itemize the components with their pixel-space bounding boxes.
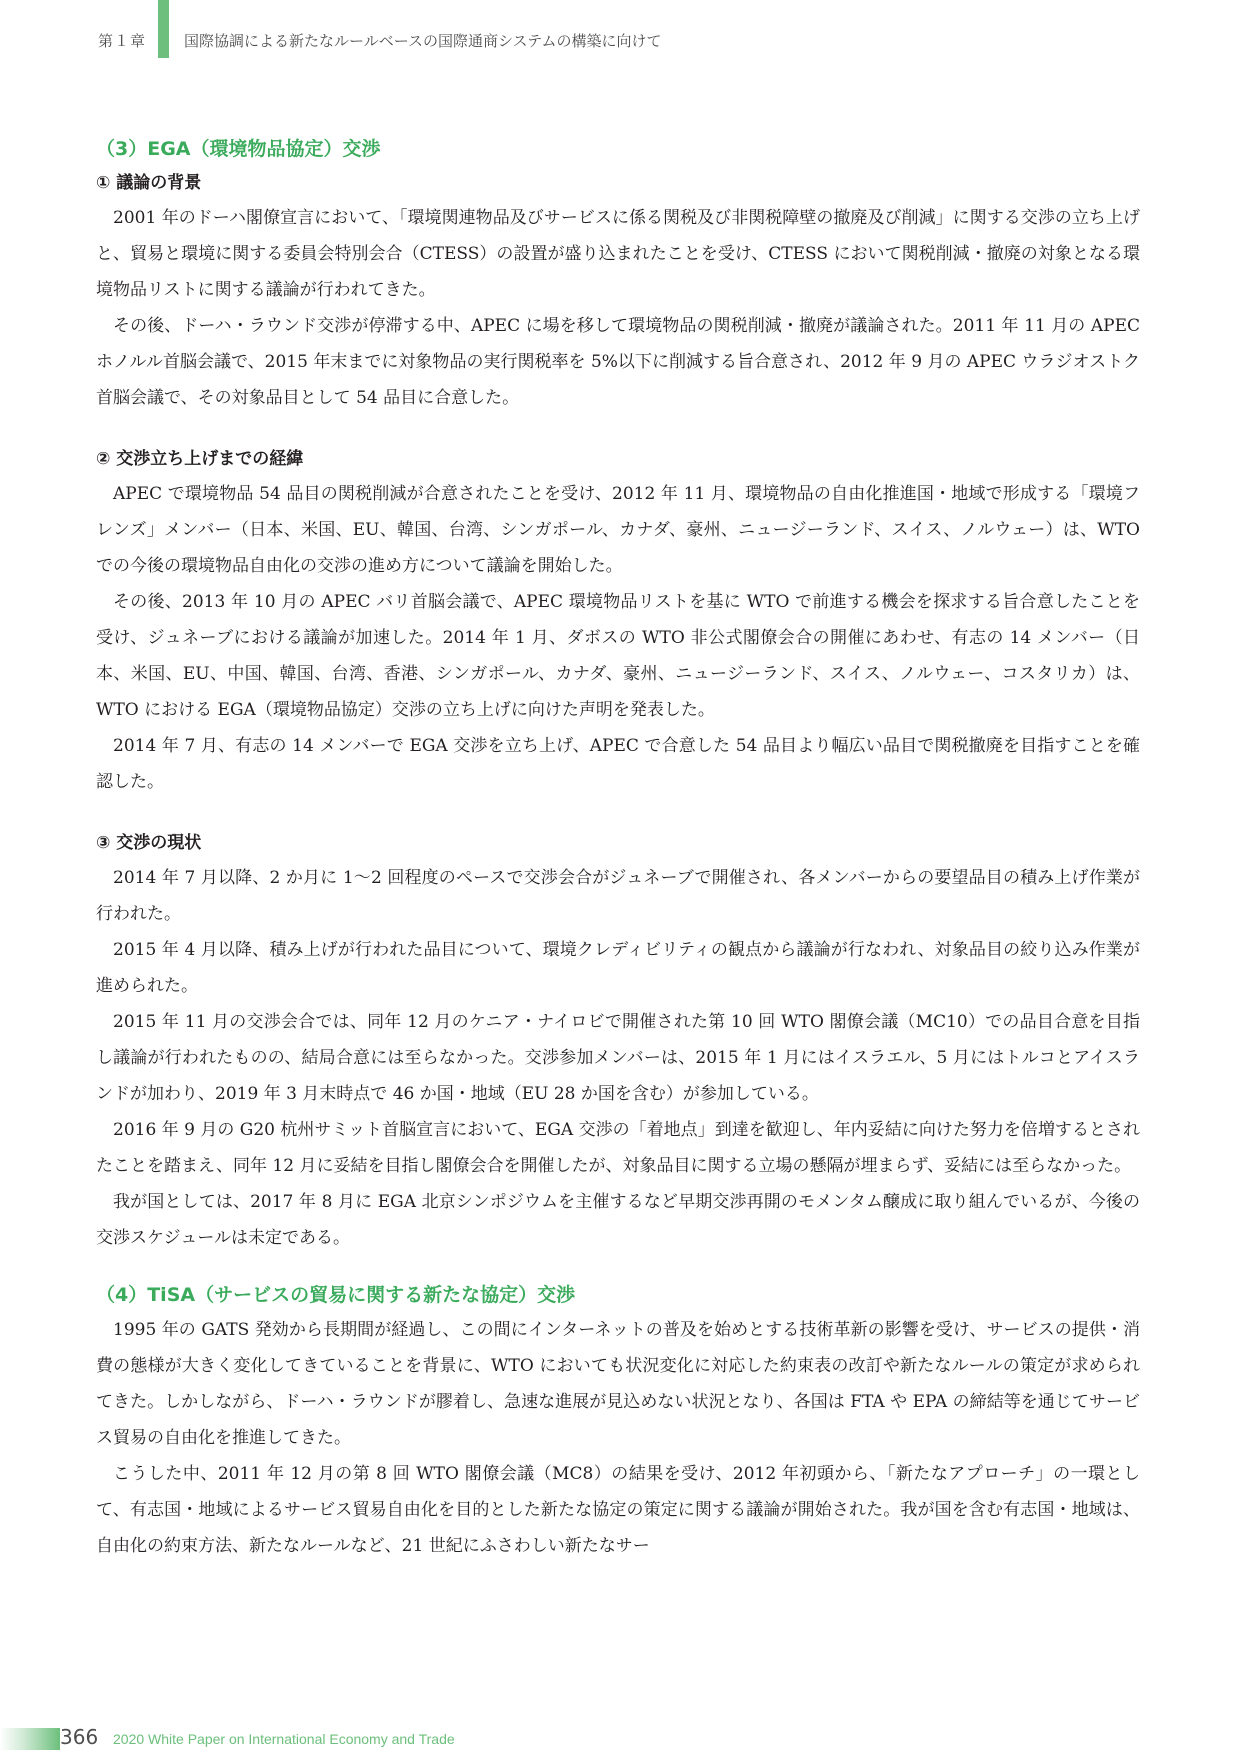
publication-title: 2020 White Paper on International Economy and Trade bbox=[113, 1731, 455, 1747]
paragraph: 2014 年 7 月以降、2 か月に 1～2 回程度のペースで交渉会合がジュネーブで開催され、各メンバーからの要望品目の積み上げ作業が行われた。 bbox=[96, 868, 1140, 924]
paragraph: 我が国としては、2017 年 8 月に EGA 北京シンポジウムを主催するなど早期交渉再開のモメンタム醸成に取り組んでいるが、今後の交渉スケジュールは未定である。 bbox=[96, 1192, 1140, 1248]
paragraph: その後、2013 年 10 月の APEC バリ首脳会議で、APEC 環境物品リストを基に WTO で前進する機会を探求する旨合意したことを受け、ジュネーブにおける議論が加速した。2014 年 1 月、ダボスの WTO 非公式閣僚会合の開催にあわせ、有志の 14 メンバー（日本、米国、EU、中国、韓国、台湾、香港、シンガポール、カナダ、豪州、ニュージーランド、スイス、ノルウェー、コスタリカ）は、WTO における EGA（環境物品協定）交渉の立ち上げに向けた声明を発表した。 bbox=[96, 592, 1140, 720]
chapter-label: 第１章 bbox=[98, 32, 147, 50]
section-heading-tisa: （4）TiSA（サービスの貿易に関する新たな協定）交渉 bbox=[96, 1284, 576, 1306]
chapter-title: 国際協調による新たなルールベースの国際通商システムの構築に向けて bbox=[184, 32, 662, 50]
subsection-heading-current-status: ③ 交渉の現状 bbox=[96, 833, 202, 853]
page-header bbox=[0, 0, 1241, 60]
paragraph: 1995 年の GATS 発効から長期間が経過し、この間にインターネットの普及を始めとする技術革新の影響を受け、サービスの提供・消費の態様が大きく変化してきていることを背景に、WTO においても状況変化に対応した約束表の改訂や新たなルールの策定が求められてきた。しかしながら、ドーハ・ラウンドが膠着し、急速な進展が見込めない状況となり、各国は FTA や EPA の締結等を通じてサービス貿易の自由化を推進してきた。 bbox=[96, 1320, 1140, 1448]
main-content bbox=[96, 132, 1140, 1564]
paragraph: 2014 年 7 月、有志の 14 メンバーで EGA 交渉を立ち上げ、APEC で合意した 54 品目より幅広い品目で関税撤廃を目指すことを確認した。 bbox=[96, 736, 1140, 792]
subsection-heading-background: ① 議論の背景 bbox=[96, 173, 202, 193]
page-number: 366 bbox=[60, 1725, 99, 1749]
section-heading-ega: （3）EGA（環境物品協定）交渉 bbox=[96, 138, 381, 160]
paragraph: 2015 年 4 月以降、積み上げが行われた品目について、環境クレディビリティの観点から議論が行なわれ、対象品目の絞り込み作業が進められた。 bbox=[96, 940, 1140, 996]
chapter-accent-bar bbox=[158, 0, 169, 58]
subsection-heading-launch-history: ② 交渉立ち上げまでの経緯 bbox=[96, 449, 304, 469]
page-footer bbox=[0, 1716, 1241, 1754]
paragraph: その後、ドーハ・ラウンド交渉が停滞する中、APEC に場を移して環境物品の関税削減・撤廃が議論された。2011 年 11 月の APEC ホノルル首脳会議で、2015 年末までに対象物品の実行関税率を 5%以下に削減する旨合意され、2012 年 9 月の APEC ウラジオストク首脳会議で、その対象品目として 54 品目に合意した。 bbox=[96, 316, 1140, 408]
paragraph: 2016 年 9 月の G20 杭州サミット首脳宣言において、EGA 交渉の「着地点」到達を歓迎し、年内妥結に向けた努力を倍増するとされたことを踏まえ、同年 12 月に妥結を目指し閣僚会合を開催したが、対象品目に関する立場の懸隔が埋まらず、妥結には至らなかった。 bbox=[96, 1120, 1140, 1176]
paragraph: 2015 年 11 月の交渉会合では、同年 12 月のケニア・ナイロビで開催された第 10 回 WTO 閣僚会議（MC10）での品目合意を目指し議論が行われたものの、結局合意には至らなかった。交渉参加メンバーは、2015 年 1 月にはイスラエル、5 月にはトルコとアイスランドが加わり、2019 年 3 月末時点で 46 か国・地域（EU 28 か国を含む）が参加している。 bbox=[96, 1012, 1140, 1104]
footer-accent-band bbox=[0, 1728, 60, 1750]
paragraph: APEC で環境物品 54 品目の関税削減が合意されたことを受け、2012 年 11 月、環境物品の自由化推進国・地域で形成する「環境フレンズ」メンバー（日本、米国、EU、韓国、台湾、シンガポール、カナダ、豪州、ニュージーランド、スイス、ノルウェー）は、WTO での今後の環境物品自由化の交渉の進め方について議論を開始した。 bbox=[96, 484, 1140, 576]
paragraph: 2001 年のドーハ閣僚宣言において、「環境関連物品及びサービスに係る関税及び非関税障壁の撤廃及び削減」に関する交渉の立ち上げと、貿易と環境に関する委員会特別会合（CTESS）の設置が盛り込まれたことを受け、CTESS において関税削減・撤廃の対象となる環境物品リストに関する議論が行われてきた。 bbox=[96, 208, 1140, 300]
paragraph: こうした中、2011 年 12 月の第 8 回 WTO 閣僚会議（MC8）の結果を受け、2012 年初頭から、「新たなアプローチ」の一環として、有志国・地域によるサービス貿易自由化を目的とした新たな協定の策定に関する議論が開始された。我が国を含む有志国・地域は、自由化の約束方法、新たなルールなど、21 世紀にふさわしい新たなサー bbox=[96, 1464, 1140, 1556]
